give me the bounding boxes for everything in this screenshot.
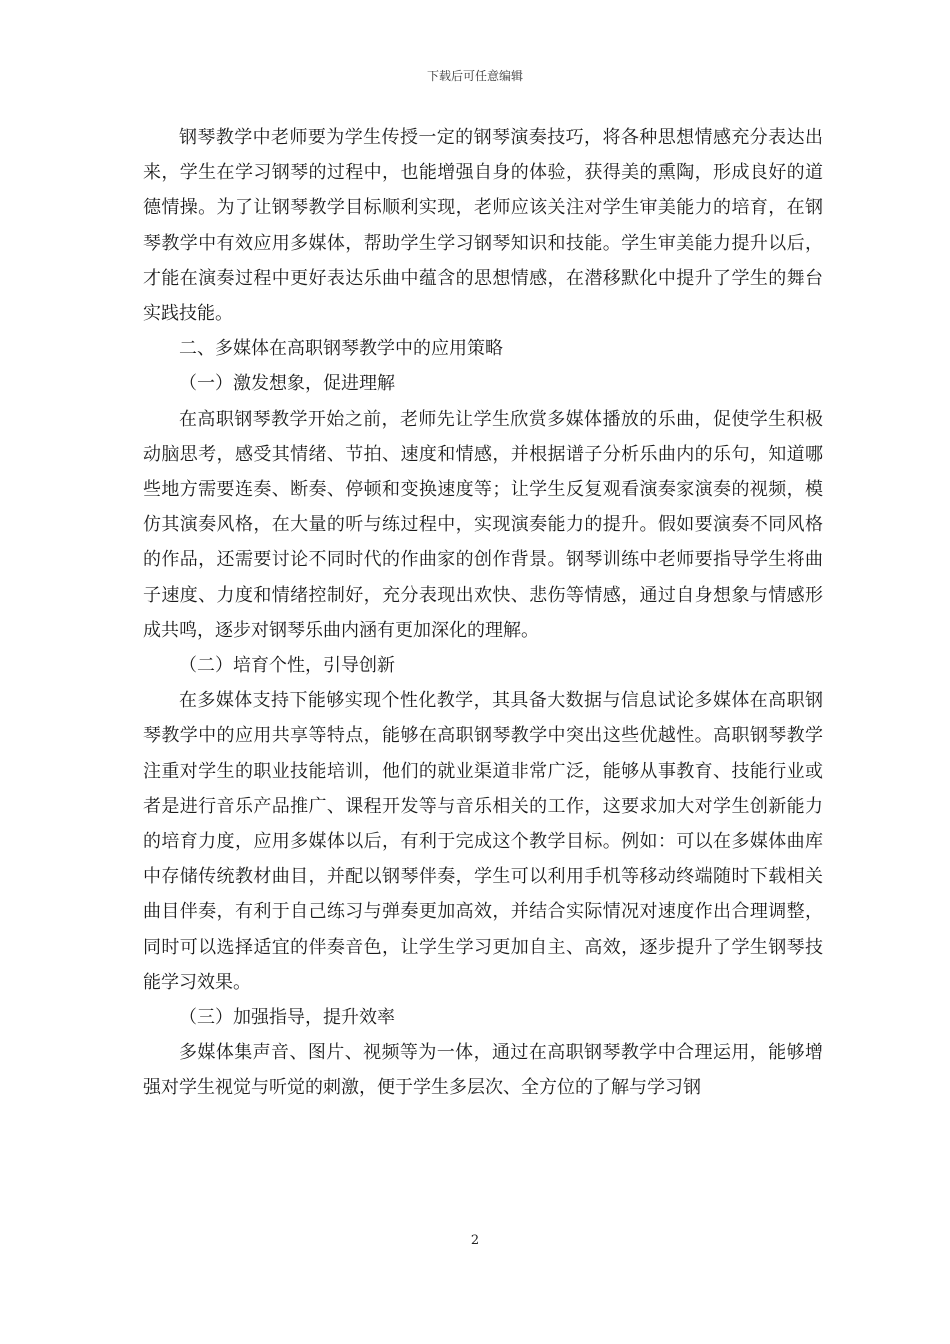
page-number: 2: [470, 1233, 480, 1248]
paragraph-innovation: 在多媒体支持下能够实现个性化教学，其具备大数据与信息试论多媒体在高职钢琴教学中的应用共享等特点，能够在高职钢琴教学中突出这些优越性。高职钢琴教学注重对学生的职业技能培训，他们的就业渠道非常广泛，能够从事教育、技能行业或者是进行音乐产品推广、课程开发等与音乐相关的工作，这要求加大对学生创新能力的培育力度，应用多媒体以后，有利于完成这个教学目标。例如：可以在多媒体曲库中存储传统教材曲目，并配以钢琴伴奏，学生可以利用手机等移动终端随时下载相关曲目伴奏，有利于自己练习与弹奏更加高效，并结合实际情况对速度作出合理调整，同时可以选择适宜的伴奏音色，让学生学习更加自主、高效，逐步提升了学生钢琴技能学习效果。: [143, 690, 823, 993]
subsection-heading-1: （一）激发想象，促进理解: [179, 373, 395, 395]
subsection-heading-2: （二）培育个性，引导创新: [179, 655, 395, 677]
subsection-heading-3: （三）加强指导，提升效率: [179, 1007, 395, 1029]
paragraph-imagination: 在高职钢琴教学开始之前，老师先让学生欣赏多媒体播放的乐曲，促使学生积极动脑思考，感受其情绪、节拍、速度和情感，并根据谱子分析乐曲内的乐句，知道哪些地方需要连奏、断奏、停顿和变换速度等；让学生反复观看演奏家演奏的视频，模仿其演奏风格，在大量的听与练过程中，实现演奏能力的提升。假如要演奏不同风格的作品，还需要讨论不同时代的作曲家的创作背景。钢琴训练中老师要指导学生将曲子速度、力度和情绪控制好，充分表现出欢快、悲伤等情感，通过自身想象与情感形成共鸣，逐步对钢琴乐曲内涵有更加深化的理解。: [143, 408, 823, 641]
paragraph-intro: 钢琴教学中老师要为学生传授一定的钢琴演奏技巧，将各种思想情感充分表达出来，学生在学习钢琴的过程中，也能增强自身的体验，获得美的熏陶，形成良好的道德情操。为了让钢琴教学目标顺利实现，老师应该关注对学生审美能力的培育，在钢琴教学中有效应用多媒体，帮助学生学习钢琴知识和技能。学生审美能力提升以后，才能在演奏过程中更好表达乐曲中蕴含的思想情感，在潜移默化中提升了学生的舞台实践技能。: [143, 127, 823, 325]
section-heading: 二、多媒体在高职钢琴教学中的应用策略: [179, 338, 503, 360]
page-header: 下载后可任意编辑: [426, 69, 523, 83]
paragraph-guidance: 多媒体集声音、图片、视频等为一体，通过在高职钢琴教学中合理运用，能够增强对学生视觉与听觉的刺激，便于学生多层次、全方位的了解与学习钢: [143, 1042, 823, 1099]
document-body: [143, 120, 823, 1106]
